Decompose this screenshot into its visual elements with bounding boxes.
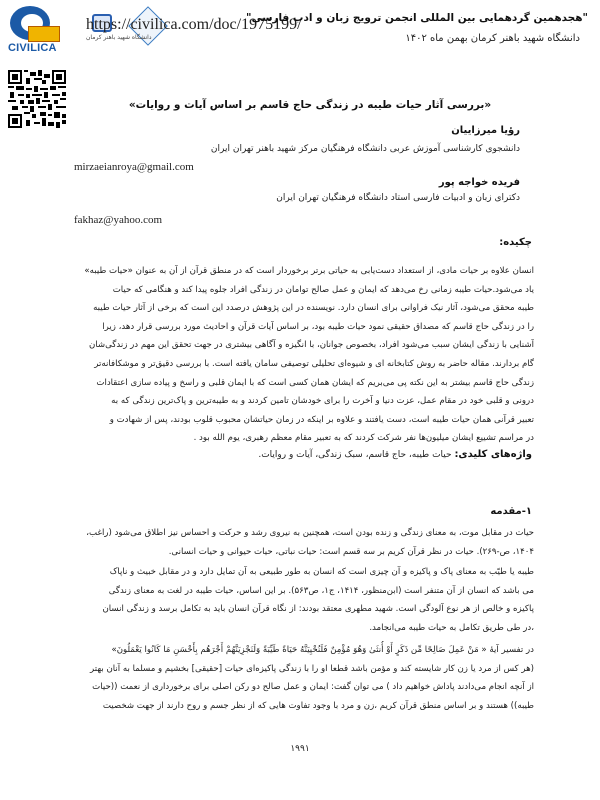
author-email[interactable]: fakhaz@yahoo.com bbox=[74, 214, 163, 226]
intro-line: ۱۴۰۴، ص-۲۶۹). حیات در نظر قرآن کریم بر سه قسم است: حیات نباتی، حیات حیوانی و حیات انسانی. bbox=[168, 546, 534, 557]
abstract-line: در مراسم تشییع ایشان میلیون‌ها نفر شرکت کردند که به تعبیر مقام معظم رهبری، یوم الله بود . bbox=[193, 433, 534, 444]
intro-line: ،در طی طریق تکامل به حیات طیبه می‌انجامد. bbox=[369, 622, 534, 633]
abstract-line: را در زندگی حاج قاسم که مصداق حقیقی نمود حیات طیبه بود، بر اساس آیات قرآن و احادیث مورد بررسی قرار دهد، زیرا bbox=[102, 321, 534, 332]
intro-paragraph-1 bbox=[74, 524, 534, 561]
author-email[interactable]: mirzaeianroya@gmail.com bbox=[74, 161, 194, 173]
author-name: فریده خواجه پور bbox=[438, 177, 520, 188]
conference-subtitle: دانشگاه شهید باهنر کرمان بهمن ماه ۱۴۰۲ bbox=[405, 33, 580, 44]
abstract-heading: چکیده: bbox=[499, 237, 532, 248]
paper-title: «بررسی آثار حیات طیبه در زندگی حاج قاسم بر اساس آیات و روایات» bbox=[128, 99, 492, 111]
author-1-affiliation-block bbox=[80, 144, 520, 154]
intro-line: (هر کس از مرد یا زن کار شایسته کند و مؤمن باشد قطعا او را با زندگی پاکیزه‌ای حیات [حقیقی] بخشیم و مسلما به آنان بهتر bbox=[90, 663, 534, 674]
introduction-heading: ۱-مقدمه bbox=[490, 506, 532, 517]
qr-code-icon bbox=[8, 70, 66, 128]
intro-paragraph-3 bbox=[74, 641, 534, 715]
intro-line: از آنچه انجام می‌دادند پاداش خواهیم داد ) می توان گفت: ایمان و عمل صالح دو رکن اصلی برای برخورداری از نعمت ((حیات bbox=[92, 682, 534, 693]
keywords-label: واژه‌های کلیدی: bbox=[454, 449, 532, 460]
keywords-value: حیات طیبه، حاج قاسم، سبک زندگی، آیات و روایات. bbox=[258, 450, 452, 460]
civilica-badge-icon bbox=[28, 26, 60, 42]
civilica-brand-text: CIVILICA bbox=[8, 42, 57, 54]
author-2 bbox=[80, 177, 520, 188]
intro-line: طیبه یا طیّب به معنای پاک و پاکیزه و آن چیزی است که انسان به طور طبیعی به آن تمایل دارد و در مقابل خبیث و ناپاک bbox=[109, 567, 534, 577]
intro-line: می باشد که انسان از آن متنفر است (ابن‌منظور، ۱۴۱۴، ج۱، ص۵۶۳). بر این اساس، حیات طیبه در لغت به معنای زندگی bbox=[108, 585, 534, 596]
civilica-logo bbox=[4, 4, 62, 54]
author-affiliation: دانشجوی کارشناسی آموزش عربی دانشگاه فرهنگیان مرکز شهید باهنر تهران ایران bbox=[210, 144, 520, 154]
keywords bbox=[258, 449, 532, 460]
page-number: ۱۹۹۱ bbox=[290, 744, 310, 754]
document-url-link[interactable]: https://civilica.com/doc/1975199/ bbox=[86, 16, 302, 33]
abstract-line: طیبه محقق می‌شود، آثار نیک فراوانی برای انسان دارد. نویسنده در این پژوهش درصدد این است که برخی از آثار حیات طیبه bbox=[93, 303, 534, 314]
abstract-line: انسان علاوه بر حیات مادی، از استعداد دست‌یابی به حیاتی برتر برخوردار است که در منطق قرآن از آن به عنوان «حیات طیبه» bbox=[84, 266, 534, 276]
abstract-line: گام بردارند. مقاله حاضر به روش کتابخانه ای و شیوه‌ای تحلیلی توصیفی سامان یافته است. با بررسی دقیق‌تر و موشکافانه‌تر bbox=[94, 358, 534, 369]
abstract-line: تعبیر قرآنی همان حیات طیبه است، دست یافتند و علاوه بر اینکه در زمان حیاتشان محبوب قلوب بودند، پس از شهادت و bbox=[109, 414, 534, 425]
intro-line: طیبه)) هستند و بر اساس منطق قرآن کریم ،زن و مرد با وجود تفاوت هایی که از نظر جسم و روح دارند از جهت شخصیت bbox=[102, 700, 534, 711]
intro-paragraph-2 bbox=[74, 563, 534, 637]
intro-line: حیات در مقابل موت، به معنای زندگی و زنده بودن است، همچنین به نیروی رشد و حرکت و احساس نیز اطلاق می‌شود (راغب، bbox=[86, 528, 534, 538]
author-name: رؤیا میرزاییان bbox=[451, 125, 520, 136]
abstract-line: درونی و قلبی خود در مقام عمل، عزت دنیا و آخرت را برای خودشان تامین کردند و به طیبه‌ترین و پاک‌ترین زندگی که به bbox=[111, 396, 534, 407]
intro-line: پاکیزه و خالص از هر نوع آلودگی است. شهید مطهری معتقد بودند: از نگاه قرآن انسان باید به تکامل برسد و زندگی انسان bbox=[102, 604, 534, 615]
abstract-line: زندگی حاج قاسم بیشتر به این نکته پی می‌بریم که ایشان همان کسی است که با ایمان قلبی و راسخ و پیاده سازی اعتقادات bbox=[96, 377, 534, 388]
author-2-affiliation-block bbox=[80, 193, 520, 203]
abstract-line: آشنایی با زندگی ایشان سبب می‌شود افراد، بخصوص جوانان، با انگیزه و آگاهی بیشتری در جهت تحقق این مهم در زندگی‌شان bbox=[88, 340, 534, 351]
intro-line: در تفسیر آیهٔ « مَنْ عَمِلَ صَالِحًا مِّن ذَكَرٍ أَوْ أُنثَىٰ وَهُوَ مُؤْمِنٌ فَلَنُحْيِيَنَّهُ حَيَاةً طَيِّبَةً وَلَنَجْزِيَنَّهُمْ أَجْرَهُم بِأَحْسَنِ مَا كَانُوا يَعْمَلُونَ» bbox=[111, 645, 534, 655]
conference-title: "هجدهمین گردهمایی بین المللی انجمن ترویج زبان و ادب فارسی" bbox=[246, 12, 588, 24]
university-signature: دانشگاه شهید باهنر کرمان bbox=[86, 34, 152, 41]
abstract-line: یاد می‌شود.حیات طیبه زمانی رخ می‌دهد که ایمان و عمل صالح توامان در زندگی افراد جلوه پیدا کند و هنگامی که حیات bbox=[112, 284, 534, 295]
author-affiliation: دکترای زبان و ادبیات فارسی استاد دانشگاه فرهنگیان تهران ایران bbox=[276, 193, 520, 203]
author-1 bbox=[80, 125, 520, 136]
abstract-paragraph bbox=[74, 262, 534, 448]
